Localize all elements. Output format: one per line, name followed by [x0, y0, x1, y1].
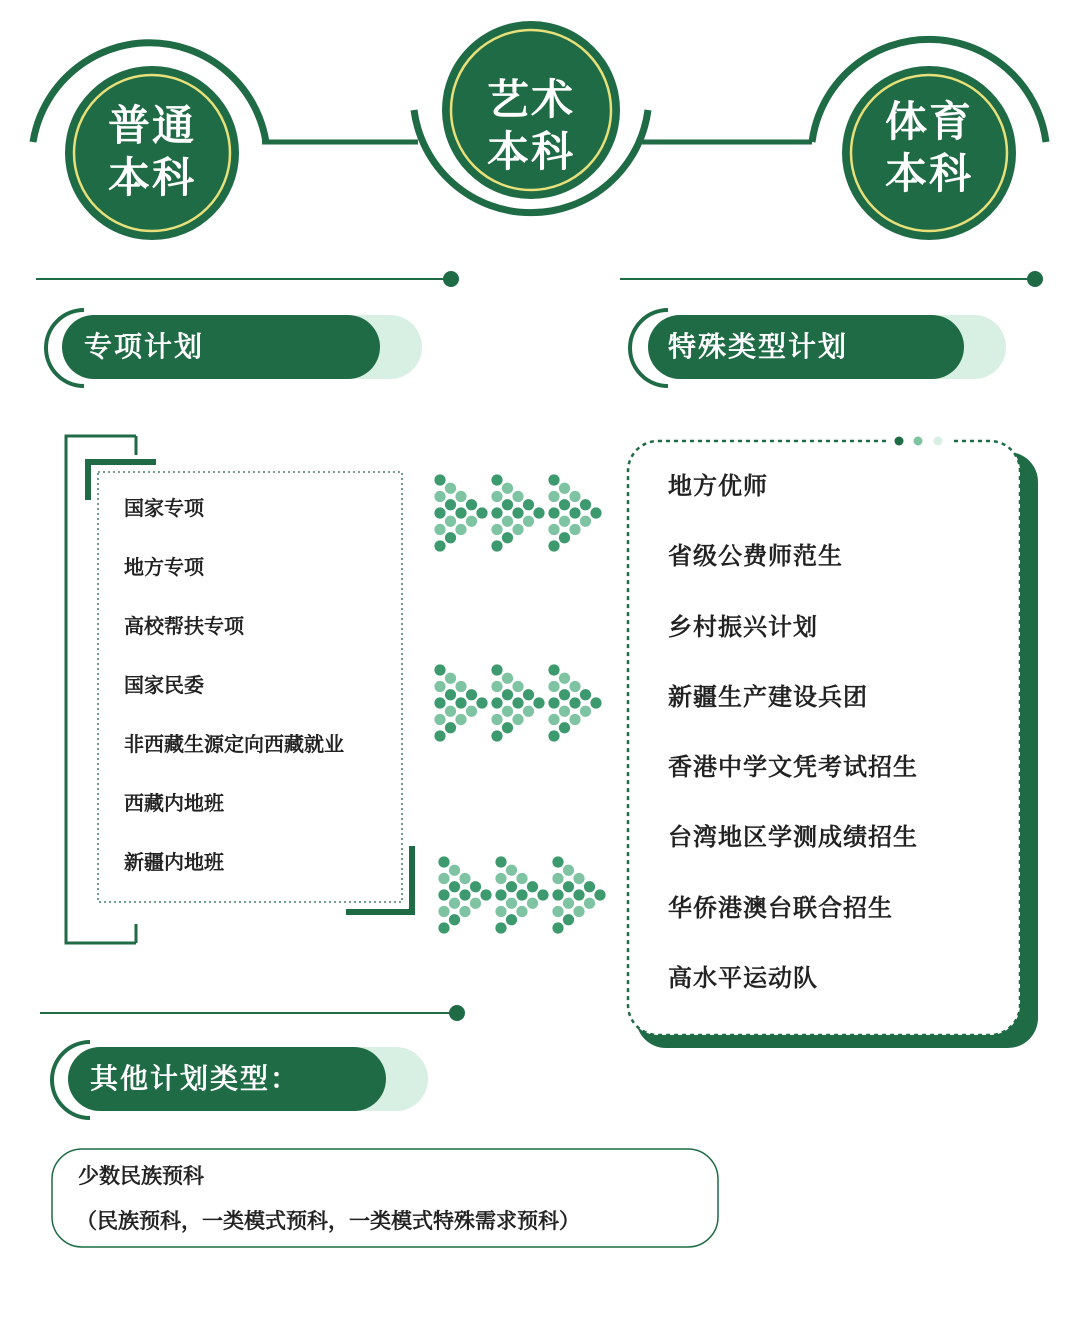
list-item: 香港中学文凭考试招生	[668, 753, 918, 782]
list-item: 乡村振兴计划	[668, 612, 818, 641]
arrow-dot	[491, 507, 502, 518]
arrow-dot	[445, 722, 456, 733]
arrow-dot	[434, 697, 445, 708]
arrow-dot	[480, 889, 491, 900]
arrow-dot	[512, 681, 523, 692]
arrow-dot	[548, 730, 559, 741]
special-program-list	[124, 490, 344, 903]
arrow-dot	[516, 873, 527, 884]
other-plans-line1: 少数民族预科	[78, 1164, 204, 1188]
arrow-dot	[455, 697, 466, 708]
arrow-dot	[590, 697, 601, 708]
list-item: 高校帮扶专项	[124, 614, 244, 638]
arrow-dot	[537, 889, 548, 900]
arrow-dot	[512, 697, 523, 708]
arrow-dot	[523, 516, 534, 527]
circle-sports-line2: 本科	[884, 149, 973, 198]
arrow-dot	[548, 540, 559, 551]
list-item: 西藏内地班	[124, 791, 224, 815]
circle-sports-label	[854, 96, 1004, 200]
arrow-dot	[434, 730, 445, 741]
arrow-dot	[466, 689, 477, 700]
arrow-dot	[491, 697, 502, 708]
arrow-dot	[548, 697, 559, 708]
arrow-dot	[466, 516, 477, 527]
arrow-dot	[569, 714, 580, 725]
arrow-dot	[495, 889, 506, 900]
arrow-dot	[495, 922, 506, 933]
arrow-dot	[552, 889, 563, 900]
arrow-dot	[502, 689, 513, 700]
deco-dot-3	[934, 437, 943, 446]
arrow-dot	[512, 491, 523, 502]
arrow-dot	[548, 474, 559, 485]
arrow-dot	[580, 516, 591, 527]
arrow-dot	[563, 914, 574, 925]
arrow-dot	[476, 507, 487, 518]
arrow-dot	[548, 681, 559, 692]
arrow-dot	[516, 906, 527, 917]
divider-bottom-dot	[449, 1005, 465, 1021]
deco-dot-1	[895, 437, 904, 446]
arrow-dot	[445, 532, 456, 543]
arrow-dot	[548, 714, 559, 725]
arrow-dot	[449, 898, 460, 909]
arrow-dot	[563, 898, 574, 909]
arrow-dot	[512, 524, 523, 535]
deco-dot-2	[914, 437, 923, 446]
arrow-dot	[573, 873, 584, 884]
arrow-dot	[502, 722, 513, 733]
circle-sports-line1: 体育	[884, 97, 973, 146]
arrow-dot	[523, 706, 534, 717]
circle-regular-label	[77, 100, 227, 204]
list-item: 非西藏生源定向西藏就业	[124, 732, 344, 756]
arrow-dot	[459, 906, 470, 917]
arrow-dot	[491, 474, 502, 485]
arrow-dot	[552, 873, 563, 884]
circle-regular-line2: 本科	[107, 153, 196, 202]
arrow-dot	[559, 706, 570, 717]
arrow-dot	[573, 906, 584, 917]
list-item: 新疆生产建设兵团	[668, 682, 868, 711]
list-item: 省级公费师范生	[668, 542, 843, 571]
special-program-title: 专项计划	[84, 330, 205, 363]
arrow-dot	[569, 491, 580, 502]
list-item: 新疆内地班	[124, 850, 224, 874]
arrow-dot	[559, 532, 570, 543]
arrow-dot	[502, 532, 513, 543]
list-item: 台湾地区学测成绩招生	[668, 823, 918, 852]
arrow-dot	[512, 507, 523, 518]
arrow-dot	[449, 914, 460, 925]
arrow-dot	[552, 922, 563, 933]
arrow-dot	[455, 714, 466, 725]
arrow-dot	[495, 906, 506, 917]
arrow-dot	[438, 922, 449, 933]
list-item: 高水平运动队	[668, 964, 818, 993]
other-plans-title: 其他计划类型：	[90, 1062, 301, 1095]
arrow-dot	[434, 714, 445, 725]
arrow-dot	[559, 483, 570, 494]
list-item: 国家民委	[124, 673, 204, 697]
arrow-dot	[559, 673, 570, 684]
arrow-dot	[434, 524, 445, 535]
arrow-dot	[506, 914, 517, 925]
arrow-dot	[580, 689, 591, 700]
divider-right-dot	[1027, 271, 1043, 287]
arrow-dot	[438, 856, 449, 867]
arrow-dot	[502, 483, 513, 494]
arrow-dot	[533, 507, 544, 518]
arrow-dot	[502, 673, 513, 684]
arrow-dot	[559, 499, 570, 510]
list-item: 华侨港澳台联合招生	[668, 893, 893, 922]
arrow-dot	[445, 673, 456, 684]
arrow-dot	[445, 516, 456, 527]
arrow-dot	[573, 889, 584, 900]
arrow-dot	[569, 524, 580, 535]
arrow-dot	[438, 873, 449, 884]
circle-regular-line1: 普通	[107, 101, 196, 150]
arrow-dot	[502, 499, 513, 510]
circle-art-line1: 艺术	[486, 75, 575, 124]
arrow-dot	[506, 898, 517, 909]
arrow-dot	[434, 540, 445, 551]
arrow-dot	[434, 664, 445, 675]
arrow-dot	[491, 491, 502, 502]
circle-art-label	[456, 74, 606, 178]
arrow-dot	[491, 524, 502, 535]
arrow-dot	[512, 714, 523, 725]
arrow-dot	[455, 507, 466, 518]
circle-art-line2: 本科	[486, 127, 575, 176]
arrow-dot	[563, 865, 574, 876]
divider-left-dot	[443, 271, 459, 287]
arrow-dot	[563, 881, 574, 892]
arrow-dot	[548, 491, 559, 502]
arrow-dot	[470, 898, 481, 909]
arrow-dot	[455, 524, 466, 535]
arrow-dot	[449, 865, 460, 876]
arrow-groups	[434, 474, 605, 933]
arrow-dot	[438, 906, 449, 917]
arrow-dot	[455, 681, 466, 692]
arrow-dot	[559, 689, 570, 700]
arrow-dot	[569, 507, 580, 518]
arrow-dot	[434, 507, 445, 518]
arrow-dot	[438, 889, 449, 900]
arrow-dot	[466, 499, 477, 510]
arrow-dot	[559, 516, 570, 527]
arrow-dot	[533, 697, 544, 708]
arrow-dot	[527, 898, 538, 909]
arrow-dot	[502, 516, 513, 527]
arrow-dot	[590, 507, 601, 518]
arrow-dot	[516, 889, 527, 900]
arrow-dot	[445, 499, 456, 510]
special-type-title: 特殊类型计划	[668, 330, 849, 363]
other-plans-line2: （民族预科，一类模式预科，一类模式特殊需求预科）	[76, 1209, 580, 1233]
arrow-dot	[455, 491, 466, 502]
arrow-dot	[445, 483, 456, 494]
arrow-dot	[445, 706, 456, 717]
list-item: 国家专项	[124, 496, 204, 520]
arrow-dot	[569, 681, 580, 692]
list-item: 地方优师	[668, 472, 768, 500]
arrow-dot	[569, 697, 580, 708]
arrow-dot	[491, 681, 502, 692]
arrow-dot	[445, 689, 456, 700]
arrow-dot	[559, 722, 570, 733]
arrow-dot	[594, 889, 605, 900]
arrow-dot	[548, 664, 559, 675]
arrow-dot	[491, 664, 502, 675]
arrow-dot	[434, 474, 445, 485]
arrow-dot	[495, 873, 506, 884]
arrow-dot	[506, 881, 517, 892]
arrow-dot	[506, 865, 517, 876]
arrow-dot	[491, 540, 502, 551]
list-item: 地方专项	[124, 555, 204, 579]
arrow-dot	[552, 906, 563, 917]
arrow-dot	[580, 499, 591, 510]
arrow-dot	[495, 856, 506, 867]
arrow-dot	[548, 507, 559, 518]
arrow-dot	[580, 706, 591, 717]
special-type-list	[668, 466, 918, 1028]
arrow-dot	[523, 499, 534, 510]
arrow-dot	[449, 881, 460, 892]
arrow-dot	[491, 714, 502, 725]
arrow-dot	[476, 697, 487, 708]
arrow-dot	[523, 689, 534, 700]
arrow-dot	[434, 491, 445, 502]
arrow-dot	[584, 898, 595, 909]
arrow-dot	[552, 856, 563, 867]
arrow-dot	[466, 706, 477, 717]
arrow-dot	[584, 881, 595, 892]
arrow-dot	[491, 730, 502, 741]
arrow-dot	[527, 881, 538, 892]
arrow-dot	[502, 706, 513, 717]
arrow-dot	[548, 524, 559, 535]
arrow-dot	[434, 681, 445, 692]
arrow-dot	[470, 881, 481, 892]
arrow-dot	[459, 889, 470, 900]
arrow-dot	[459, 873, 470, 884]
